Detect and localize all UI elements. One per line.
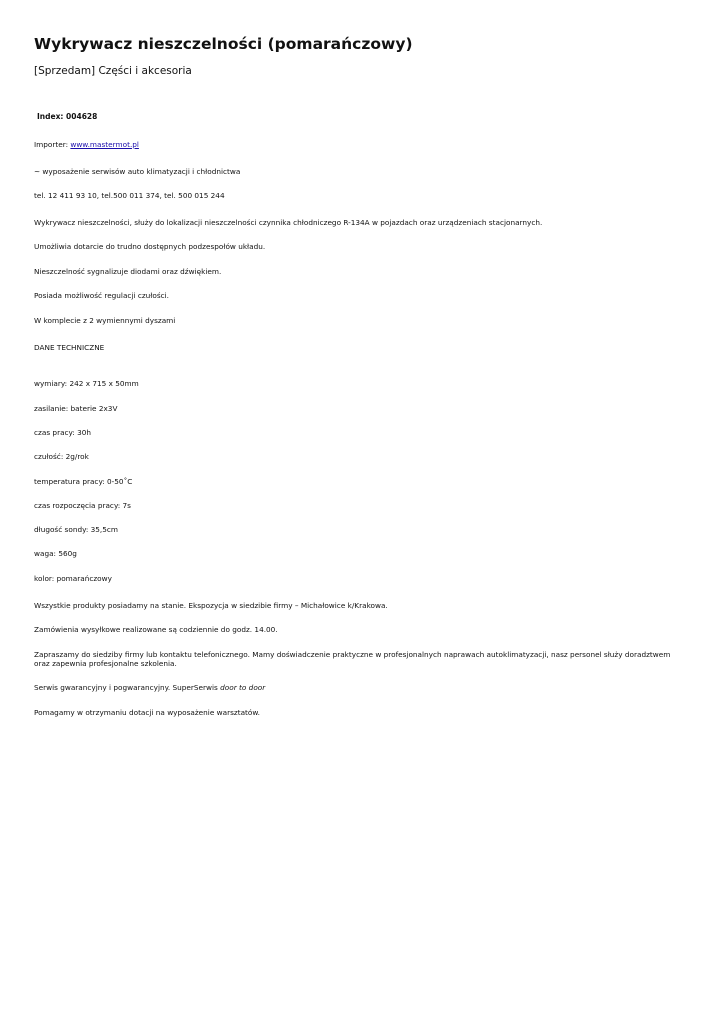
description-paragraph: Posiada możliwość regulacji czułości. <box>34 291 169 300</box>
description-paragraph: Umożliwia dotarcie do trudno dostępnych podzespołów układu. <box>34 242 266 251</box>
spec-item: kolor: pomarańczowy <box>34 574 112 583</box>
spec-item: temperatura pracy: 0-50˚C <box>34 477 133 486</box>
tech-section-heading: DANE TECHNICZNE <box>34 343 105 352</box>
spec-item: czas rozpoczęcia pracy: 7s <box>34 501 131 510</box>
service-info <box>34 683 265 692</box>
importer-line <box>34 140 139 149</box>
spec-item: długość sondy: 35,5cm <box>34 525 119 534</box>
phone-numbers: tel. 12 411 93 10, tel.500 011 374, tel. 500 015 244 <box>34 191 225 200</box>
product-index: Index: 004628 <box>37 112 98 121</box>
spec-item: waga: 560g <box>34 549 77 558</box>
description-paragraph: W komplecie z 2 wymiennymi dyszami <box>34 316 176 325</box>
invitation-info: Zapraszamy do siedziby firmy lub kontaktu telefonicznego. Mamy doświadczenie praktyczne w profesjonalnych naprawach autoklimatyzacji, nasz personel służy doradztwem oraz zapewnia profesjonalne szkolenia. <box>34 650 671 668</box>
service-door-to-door: door to door <box>220 683 266 692</box>
description-paragraph: Wykrywacz nieszczelności, służy do lokalizacji nieszczelności czynnika chłodniczego R-134A w pojazdach oraz urządzeniach stacjonarnych. <box>34 218 543 227</box>
tagline: ~ wyposażenie serwisów auto klimatyzacji i chłodnictwa <box>34 167 241 176</box>
description-paragraph: Nieszczelność sygnalizuje diodami oraz dźwiękiem. <box>34 267 222 276</box>
service-text: Serwis gwarancyjny i pogwarancyjny. SuperSerwis <box>34 683 221 692</box>
spec-item: czułość: 2g/rok <box>34 452 89 461</box>
category-label: [Sprzedam] Części i akcesoria <box>34 65 192 77</box>
spec-item: wymiary: 242 x 715 x 50mm <box>34 379 139 388</box>
page-title: Wykrywacz nieszczelności (pomarańczowy) <box>34 35 413 53</box>
importer-label: Importer: <box>34 140 71 149</box>
stock-info: Wszystkie produkty posiadamy na stanie. Ekspozycja w siedzibie firmy – Michałowice k/Krakowa. <box>34 601 388 610</box>
spec-item: zasilanie: baterie 2x3V <box>34 404 118 413</box>
shipping-info: Zamówienia wysyłkowe realizowane są codziennie do godz. 14.00. <box>34 625 278 634</box>
grants-info: Pomagamy w otrzymaniu dotacji na wyposażenie warsztatów. <box>34 708 260 717</box>
importer-link[interactable]: www.mastermot.pl <box>70 140 139 149</box>
spec-item: czas pracy: 30h <box>34 428 92 437</box>
